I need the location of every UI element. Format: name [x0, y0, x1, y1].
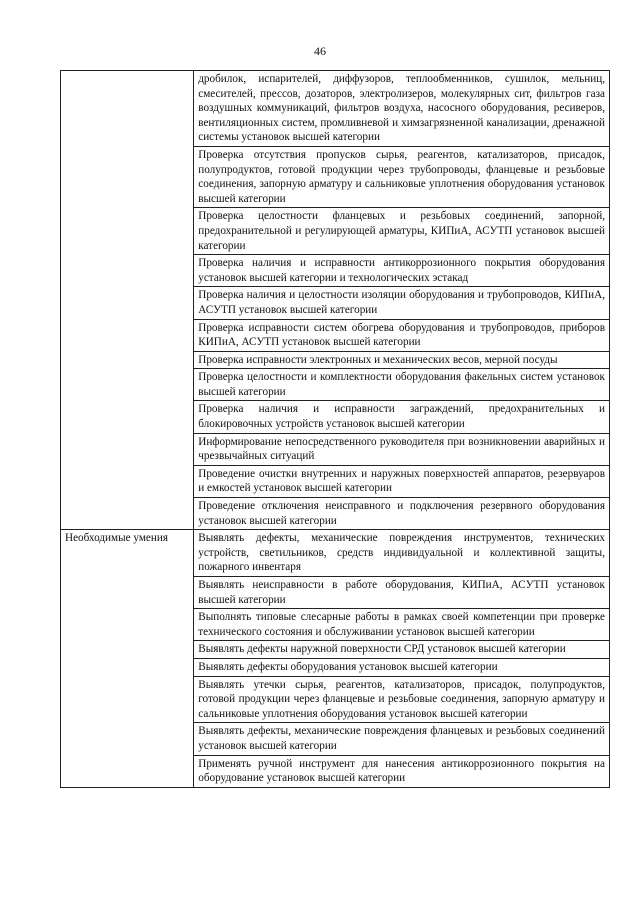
- section-label: Необходимые умения: [61, 530, 194, 788]
- table-cell-item: Выявлять неисправности в работе оборудования, КИПиА, АСУТП установок высшей категории: [194, 577, 610, 609]
- table-cell-item: Проведение отключения неисправного и подключения резервного оборудования установок высшей категории: [194, 498, 610, 530]
- table-cell-item: Выявлять дефекты, механические повреждения инструментов, технических устройств, светильников, средств индивидуальной и коллективной защиты, пожарного инвентаря: [194, 530, 610, 577]
- table-cell-item: Выявлять дефекты наружной поверхности СРД установок высшей категории: [194, 641, 610, 659]
- table-cell-item: Выполнять типовые слесарные работы в рамках своей компетенции при проверке технического состояния и обслуживании установок высшей категории: [194, 609, 610, 641]
- table-cell-item: Проверка целостности и комплектности оборудования факельных систем установок высшей категории: [194, 369, 610, 401]
- table-cell-item: Выявлять дефекты, механические повреждения фланцевых и резьбовых соединений установок высшей категории: [194, 723, 610, 755]
- table-cell-item: Проверка наличия и исправности заграждений, предохранительных и блокировочных устройств установок высшей категории: [194, 401, 610, 433]
- section-label: [61, 71, 194, 530]
- table-cell-item: Проверка исправности систем обогрева оборудования и трубопроводов, приборов КИПиА, АСУТП установок высшей категории: [194, 319, 610, 351]
- skills-table: [60, 70, 610, 788]
- table-cell-item: Выявлять утечки сырья, реагентов, катализаторов, присадок, полупродуктов, готовой продукции через фланцевые и резьбовые соединения, запорную арматуру и сальниковые уплотнения оборудования установок высшей категории: [194, 676, 610, 723]
- table-cell-item: Проверка отсутствия пропусков сырья, реагентов, катализаторов, присадок, полупродуктов, готовой продукции через трубопроводы, фланцевые и резьбовые соединения, запорную арматуру и сальниковые уплотнения оборудования установок высшей категории: [194, 146, 610, 207]
- table-row: [61, 71, 610, 147]
- table-cell-item: Выявлять дефекты оборудования установок высшей категории: [194, 658, 610, 676]
- table-cell-item: Проверка исправности электронных и механических весов, мерной посуды: [194, 351, 610, 369]
- table-cell-item: Проверка наличия и целостности изоляции оборудования и трубопроводов, КИПиА, АСУТП установок высшей категории: [194, 287, 610, 319]
- table-cell-item: Применять ручной инструмент для нанесения антикоррозионного покрытия на оборудование установок высшей категории: [194, 755, 610, 787]
- table-cell-item: дробилок, испарителей, диффузоров, теплообменников, сушилок, мельниц, смесителей, прессов, дозаторов, электролизеров, молекулярных сит, фильтров газа воздушных коммуникаций, фильтров воздуха, насосного оборудования, ресиверов, вентиляционных систем, промливневой и химзагрязненной канализации, дренажной системы установок высшей категории: [194, 71, 610, 147]
- table-row: [61, 530, 610, 577]
- page-number: 46: [314, 44, 326, 58]
- table-cell-item: Проведение очистки внутренних и наружных поверхностей аппаратов, резервуаров и емкостей установок высшей категории: [194, 465, 610, 497]
- table-cell-item: Проверка целостности фланцевых и резьбовых соединений, запорной, предохранительной и регулирующей арматуры, КИПиА, АСУТП установок высшей категории: [194, 208, 610, 255]
- table-cell-item: Информирование непосредственного руководителя при возникновении аварийных и чрезвычайных ситуаций: [194, 433, 610, 465]
- table-cell-item: Проверка наличия и исправности антикоррозионного покрытия оборудования установок высшей категории и технологических эстакад: [194, 255, 610, 287]
